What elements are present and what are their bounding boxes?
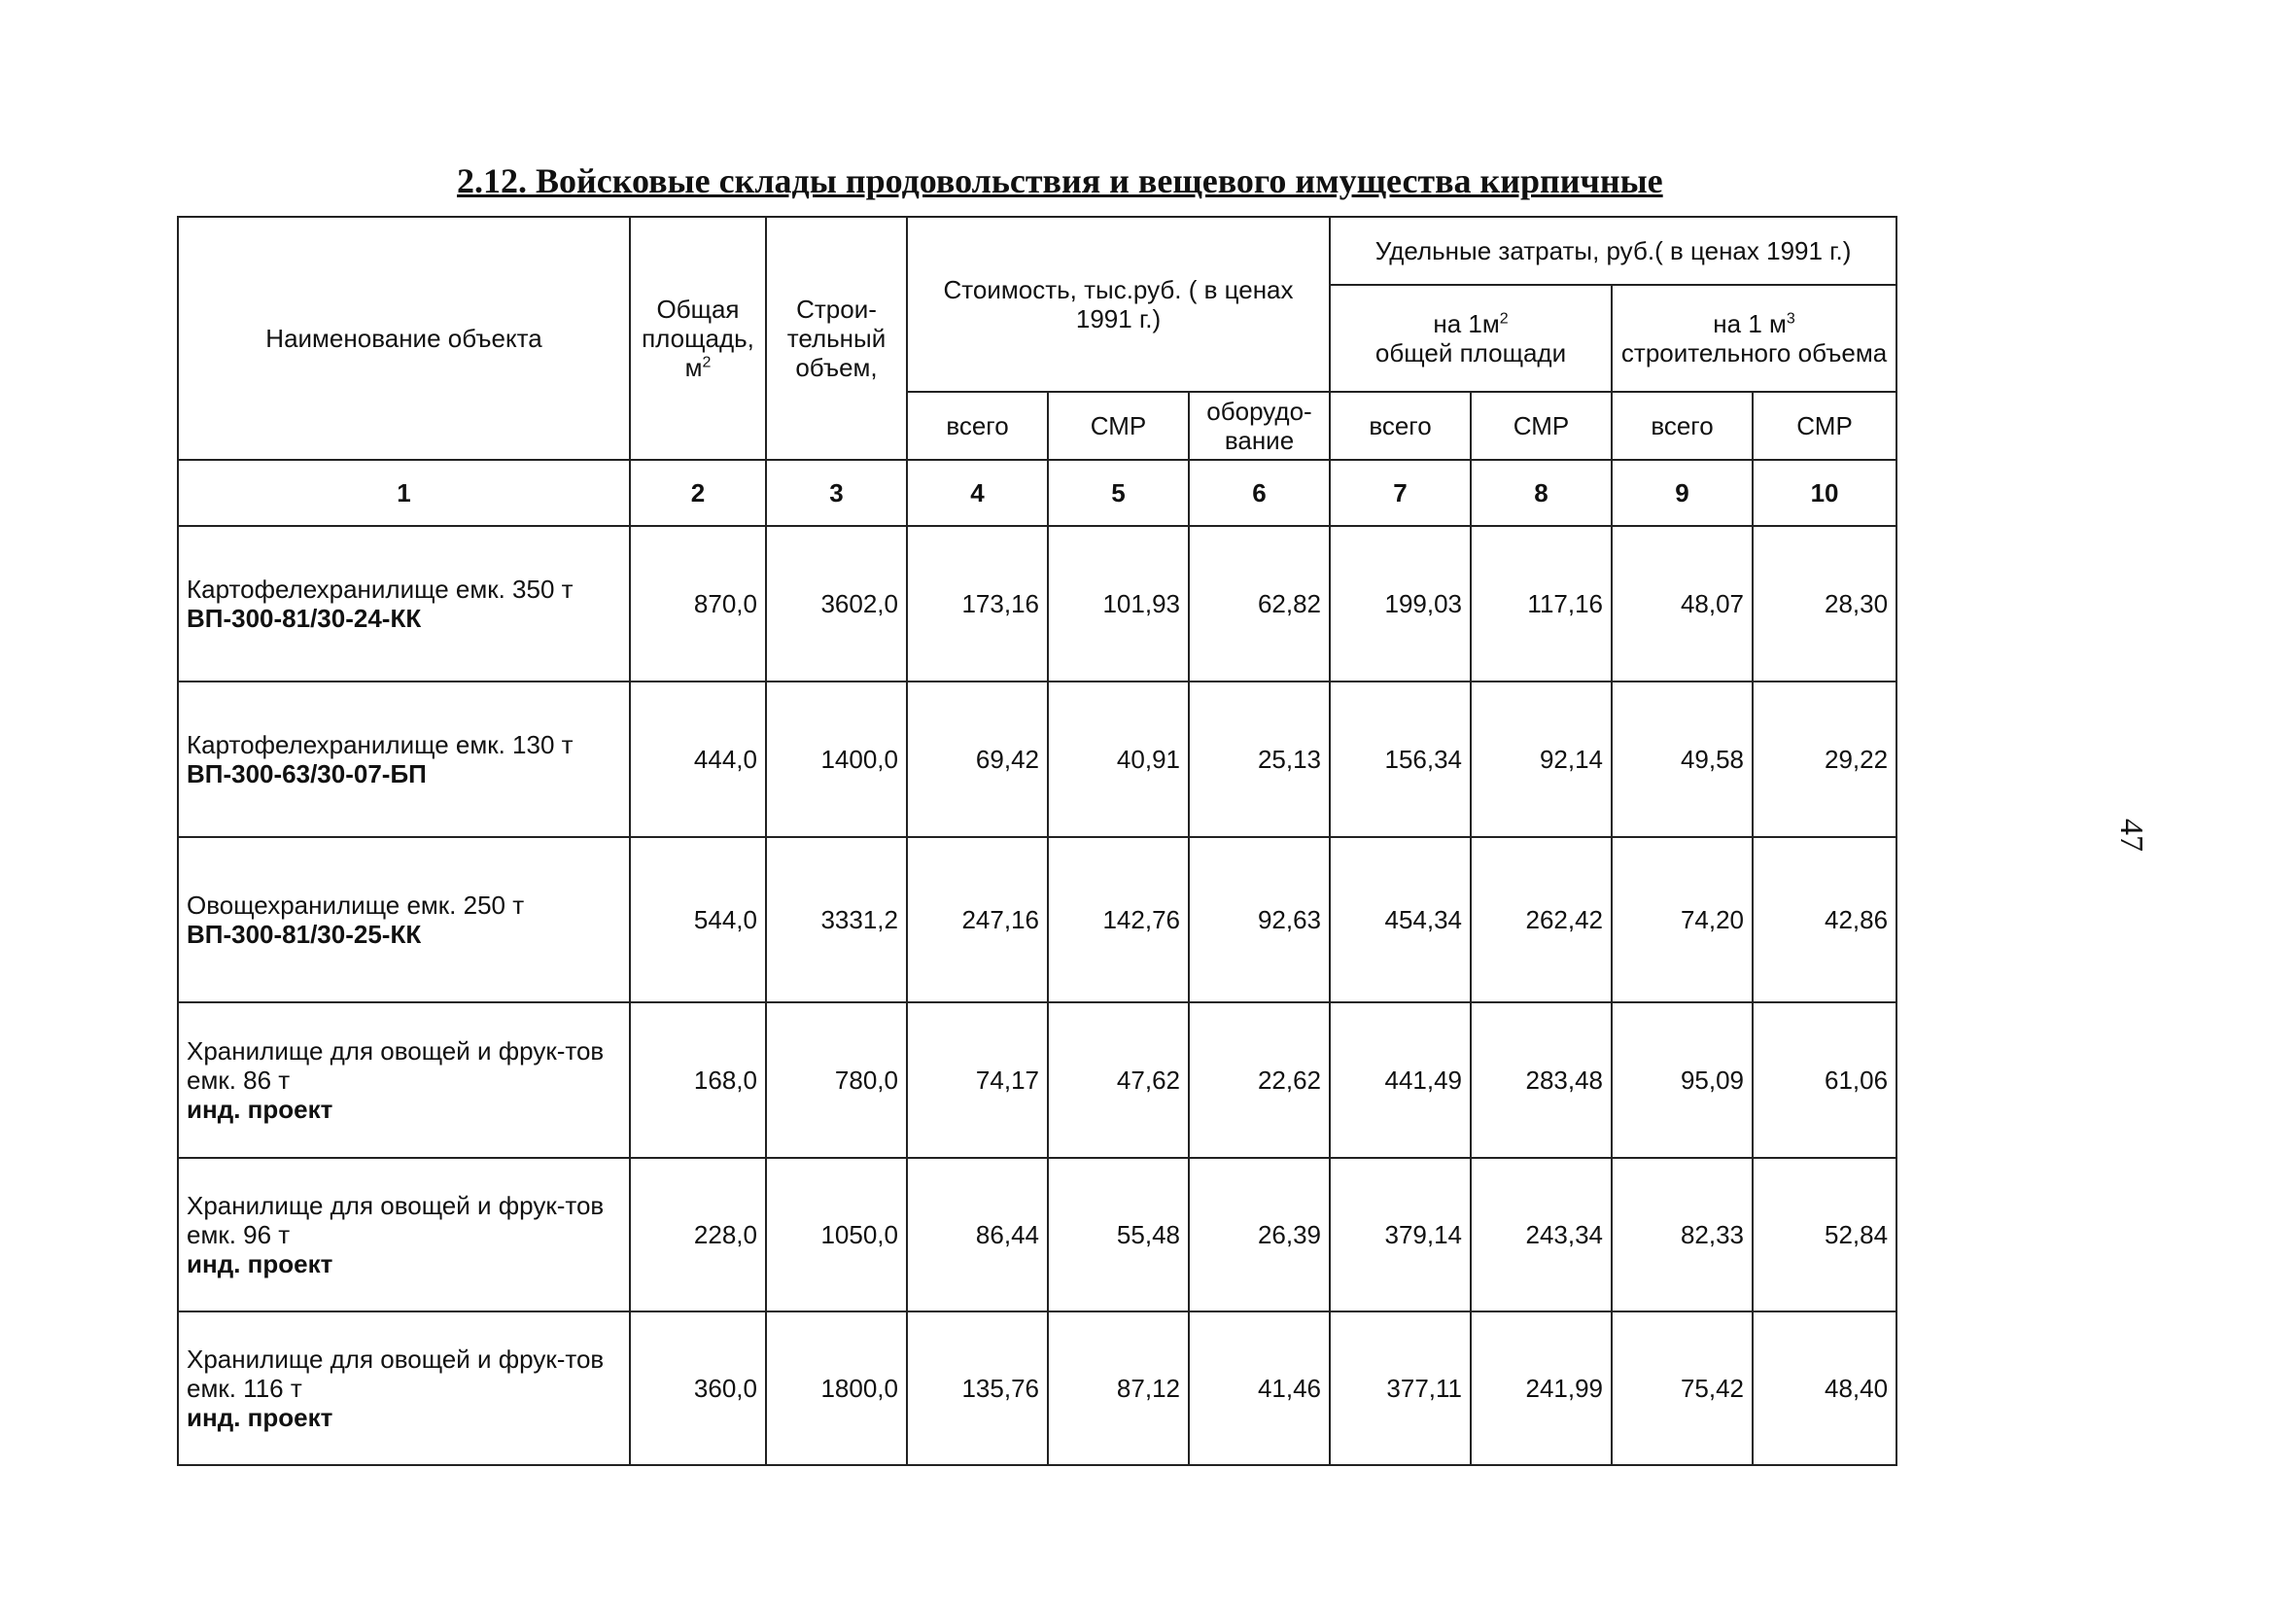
object-name: Хранилище для овощей и фрук-тов емк. 96 т [187,1191,605,1249]
object-name-cell [178,1311,630,1465]
page-number: 47 [2113,819,2149,852]
object-code: инд. проект [187,1095,333,1124]
object-name: Картофелехранилище емк. 350 т [187,575,574,604]
value-cell: 22,62 [1189,1002,1330,1158]
value-cell: 1800,0 [766,1311,907,1465]
value-cell: 243,34 [1471,1158,1612,1311]
cost-table [177,216,1897,1466]
value-cell: 228,0 [630,1158,766,1311]
value-cell: 52,84 [1753,1158,1896,1311]
value-cell: 156,34 [1330,682,1471,837]
value-cell: 41,46 [1189,1311,1330,1465]
object-name: Картофелехранилище емк. 130 т [187,730,574,759]
value-cell: 247,16 [907,837,1048,1002]
value-cell: 101,93 [1048,526,1189,682]
header-volume: Строи-тельный объем, [766,217,907,460]
table-row [178,837,1896,1002]
header-per-area: на $1м^2$ общей площади [1330,285,1612,392]
value-cell: 241,99 [1471,1311,1612,1465]
value-cell: 42,86 [1753,837,1896,1002]
value-cell: 454,34 [1330,837,1471,1002]
object-name: Хранилище для овощей и фрук-тов емк. 116 т [187,1345,605,1403]
value-cell: 3602,0 [766,526,907,682]
value-cell: 49,58 [1612,682,1753,837]
header-area-smr: СМР [1471,392,1612,460]
object-name-cell [178,837,630,1002]
value-cell: 199,03 [1330,526,1471,682]
object-name: Хранилище для овощей и фрук-тов емк. 86 т [187,1036,605,1095]
value-cell: 28,30 [1753,526,1896,682]
table-row [178,1311,1896,1465]
column-number: 10 [1753,460,1896,526]
value-cell: 117,16 [1471,526,1612,682]
value-cell: 48,07 [1612,526,1753,682]
column-number-row [178,460,1896,526]
column-number: 1 [178,460,630,526]
value-cell: 75,42 [1612,1311,1753,1465]
column-number: 4 [907,460,1048,526]
value-cell: 47,62 [1048,1002,1189,1158]
table-row [178,1002,1896,1158]
object-name-cell [178,682,630,837]
object-name-cell [178,1158,630,1311]
column-number: 6 [1189,460,1330,526]
value-cell: 377,11 [1330,1311,1471,1465]
object-code: ВП-300-63/30-07-БП [187,759,427,788]
value-cell: 1050,0 [766,1158,907,1311]
column-number: 2 [630,460,766,526]
object-code: инд. проект [187,1249,333,1278]
value-cell: 40,91 [1048,682,1189,837]
value-cell: 168,0 [630,1002,766,1158]
header-volume-total: всего [1612,392,1753,460]
value-cell: 444,0 [630,682,766,837]
header-cost-smr: СМР [1048,392,1189,460]
value-cell: 92,63 [1189,837,1330,1002]
value-cell: 1400,0 [766,682,907,837]
value-cell: 74,20 [1612,837,1753,1002]
value-cell: 3331,2 [766,837,907,1002]
value-cell: 173,16 [907,526,1048,682]
table-row [178,1158,1896,1311]
column-number: 8 [1471,460,1612,526]
value-cell: 92,14 [1471,682,1612,837]
value-cell: 74,17 [907,1002,1048,1158]
column-number: 5 [1048,460,1189,526]
header-per-volume: на 1 $м^3$ строительного объема [1612,285,1896,392]
value-cell: 82,33 [1612,1158,1753,1311]
value-cell: 95,09 [1612,1002,1753,1158]
header-area-total: всего [1330,392,1471,460]
value-cell: 441,49 [1330,1002,1471,1158]
column-number: 3 [766,460,907,526]
document-title: 2.12. Войсковые склады продовольствия и вещевого имущества кирпичные [457,161,1663,200]
table-row [178,682,1896,837]
column-number: 9 [1612,460,1753,526]
object-code: ВП-300-81/30-24-КК [187,604,422,633]
value-cell: 780,0 [766,1002,907,1158]
value-cell: 87,12 [1048,1311,1189,1465]
value-cell: 29,22 [1753,682,1896,837]
value-cell: 283,48 [1471,1002,1612,1158]
value-cell: 62,82 [1189,526,1330,682]
value-cell: 544,0 [630,837,766,1002]
value-cell: 142,76 [1048,837,1189,1002]
table-row [178,526,1896,682]
object-name-cell [178,1002,630,1158]
value-cell: 360,0 [630,1311,766,1465]
header-cost-group: Стоимость, тыс.руб. ( в ценах 1991 г.) [907,217,1330,392]
value-cell: 69,42 [907,682,1048,837]
value-cell: 25,13 [1189,682,1330,837]
value-cell: 135,76 [907,1311,1048,1465]
header-specific-group: Удельные затраты, руб.( в ценах 1991 г.) [1330,217,1896,285]
value-cell: 86,44 [907,1158,1048,1311]
object-name-cell [178,526,630,682]
header-cost-total: всего [907,392,1048,460]
value-cell: 61,06 [1753,1002,1896,1158]
column-number: 7 [1330,460,1471,526]
value-cell: 262,42 [1471,837,1612,1002]
header-name: Наименование объекта [178,217,630,460]
object-code: инд. проект [187,1403,333,1432]
object-code: ВП-300-81/30-25-КК [187,920,422,949]
value-cell: 48,40 [1753,1311,1896,1465]
header-area: Общая площадь, $м^2$ [630,217,766,460]
value-cell: 26,39 [1189,1158,1330,1311]
value-cell: 870,0 [630,526,766,682]
object-name: Овощехранилище емк. 250 т [187,891,525,920]
header-volume-smr: СМР [1753,392,1896,460]
value-cell: 379,14 [1330,1158,1471,1311]
value-cell: 55,48 [1048,1158,1189,1311]
header-cost-equipment: оборудо-вание [1189,392,1330,460]
